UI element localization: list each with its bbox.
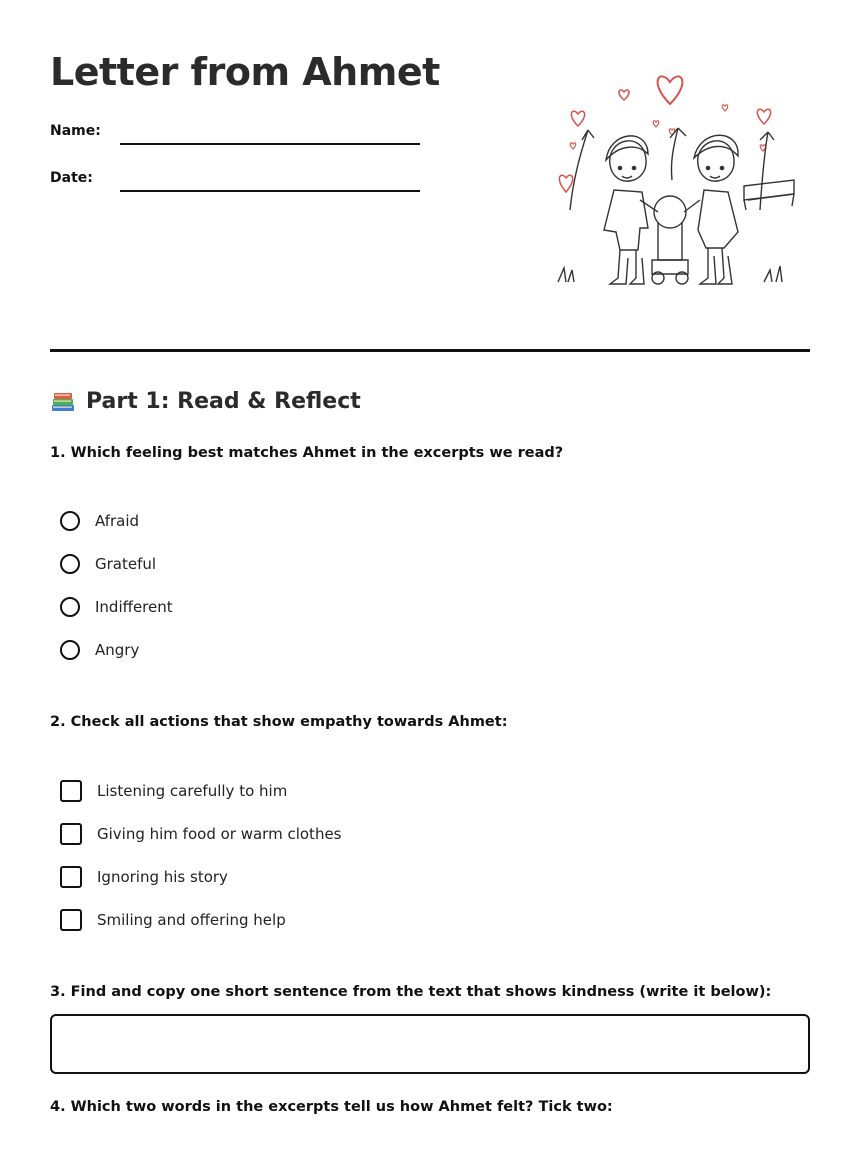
option-label: Grateful <box>95 555 157 573</box>
two-friends-illustration <box>548 60 810 300</box>
question-3: 3. Find and copy one short sentence from the text that shows kindness (write it below): <box>50 984 772 1000</box>
name-field[interactable] <box>120 143 420 145</box>
q1-option-afraid[interactable] <box>60 511 139 531</box>
question-4: 4. Which two words in the excerpts tell us how Ahmet felt? Tick two: <box>50 1099 613 1115</box>
option-label: Afraid <box>95 512 140 530</box>
option-label: Smiling and offering help <box>97 911 286 929</box>
q3-answer-box[interactable] <box>50 1014 810 1074</box>
q1-option-indifferent[interactable] <box>60 597 173 617</box>
question-1: 1. Which feeling best matches Ahmet in the excerpts we read? <box>50 445 564 461</box>
date-field[interactable] <box>120 190 420 192</box>
checkbox[interactable] <box>60 866 82 888</box>
q2-option-food-clothes[interactable] <box>60 823 342 845</box>
q1-option-grateful[interactable] <box>60 554 156 574</box>
radio-button[interactable] <box>60 511 80 531</box>
option-label: Angry <box>95 641 140 659</box>
checkbox[interactable] <box>60 823 82 845</box>
option-label: Ignoring his story <box>97 868 228 886</box>
section-divider <box>50 349 810 352</box>
radio-button[interactable] <box>60 640 80 660</box>
date-label: Date: <box>50 170 93 186</box>
q1-option-angry[interactable] <box>60 640 139 660</box>
checkbox[interactable] <box>60 909 82 931</box>
part1-heading <box>50 388 361 414</box>
option-label: Giving him food or warm clothes <box>97 825 342 843</box>
option-label: Listening carefully to him <box>97 782 288 800</box>
books-icon <box>50 388 76 414</box>
part1-heading-text: Part 1: Read & Reflect <box>86 388 361 414</box>
radio-button[interactable] <box>60 554 80 574</box>
q2-option-smiling[interactable] <box>60 909 286 931</box>
worksheet-title: Letter from Ahmet <box>50 50 440 94</box>
checkbox[interactable] <box>60 780 82 802</box>
q2-option-listening[interactable] <box>60 780 287 802</box>
name-label: Name: <box>50 123 101 139</box>
question-2: 2. Check all actions that show empathy towards Ahmet: <box>50 714 508 730</box>
q2-option-ignoring[interactable] <box>60 866 228 888</box>
radio-button[interactable] <box>60 597 80 617</box>
option-label: Indifferent <box>95 598 173 616</box>
